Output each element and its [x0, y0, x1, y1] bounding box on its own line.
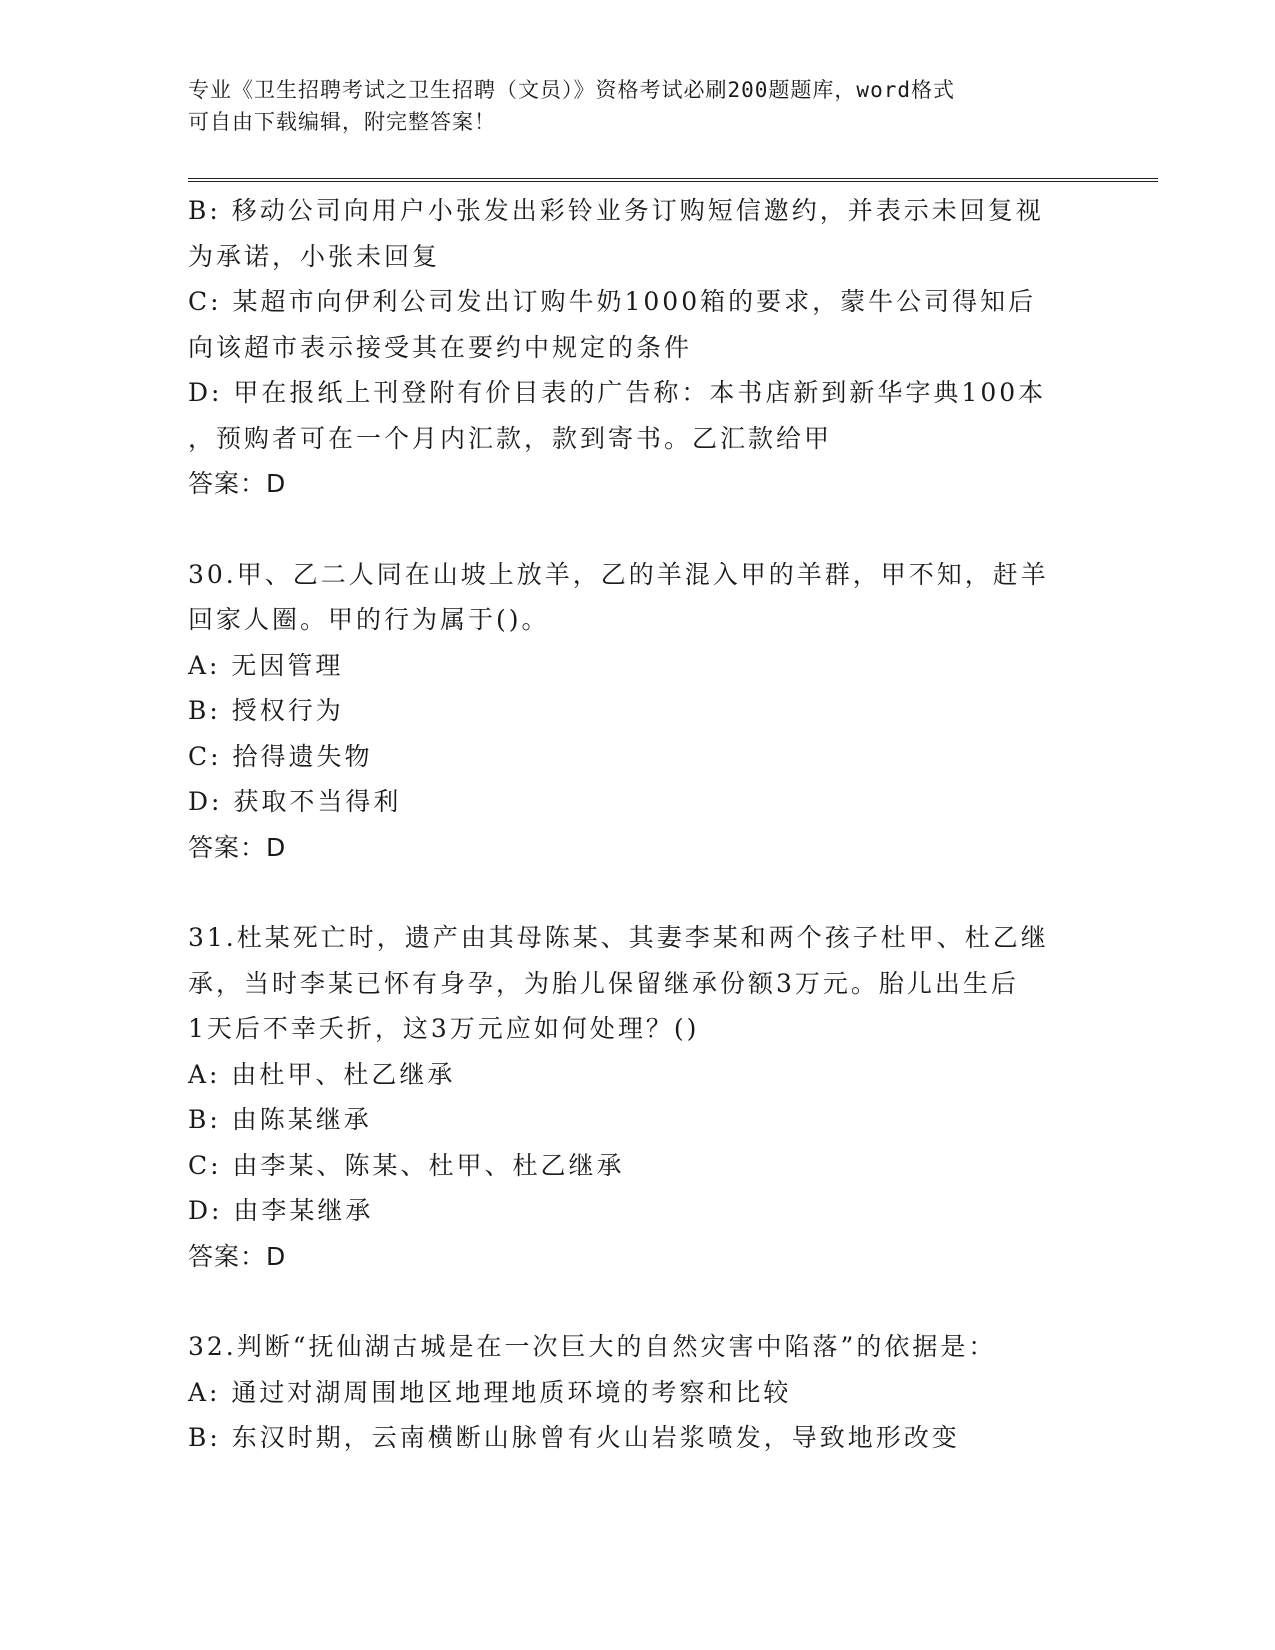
option-line: B: 移动公司向用户小张发出彩铃业务订购短信邀约，并表示未回复视 [188, 196, 1044, 225]
option-c: C: 拾得遗失物 [188, 741, 373, 771]
spacer [188, 870, 1088, 915]
spacer [188, 1279, 1088, 1324]
option-line: 向该超市表示接受其在要约中规定的条件 [188, 332, 693, 362]
option-a: A: 由杜甲、杜乙继承 [188, 1059, 456, 1089]
answer-label: 答案：D [188, 1241, 287, 1271]
document-header [188, 74, 1068, 138]
question-block-32 [188, 1324, 1088, 1461]
question-stem-line: 30.甲、乙二人同在山坡上放羊，乙的羊混入甲的羊群，甲不知，赶羊 [188, 559, 1049, 589]
question-block-31 [188, 915, 1088, 1279]
option-line: D: 甲在报纸上刊登附有价目表的广告称：本书店新到新华字典100本 [188, 378, 1047, 407]
option-line: C: 某超市向伊利公司发出订购牛奶1000箱的要求，蒙牛公司得知后 [188, 287, 1037, 316]
option-a: A: 通过对湖周围地区地理地质环境的考察和比较 [188, 1377, 792, 1407]
question-stem-line: 32.判断“抚仙湖古城是在一次巨大的自然灾害中陷落”的依据是： [188, 1332, 997, 1361]
header-divider [188, 178, 1158, 182]
option-line: 为承诺，小张未回复 [188, 241, 441, 271]
option-b: B: 由陈某继承 [188, 1105, 372, 1134]
option-d: D: 获取不当得利 [188, 787, 402, 816]
question-stem-line: 31.杜某死亡时，遗产由其母陈某、其妻李某和两个孩子杜甲、杜乙继 [188, 923, 1049, 952]
question-block-30 [188, 552, 1088, 871]
answer-label: 答案：D [188, 469, 287, 498]
spacer [188, 507, 1088, 552]
answer-label: 答案：D [188, 832, 287, 862]
question-content [188, 188, 1088, 1461]
question-stem-line: 回家人圈。甲的行为属于()。 [188, 605, 550, 634]
option-c: C: 由李某、陈某、杜甲、杜乙继承 [188, 1150, 625, 1180]
option-line: ，预购者可在一个月内汇款，款到寄书。乙汇款给甲 [188, 423, 833, 453]
question-stem-line: 1天后不幸夭折，这3万元应如何处理？() [188, 1014, 700, 1043]
option-b: B: 授权行为 [188, 696, 344, 725]
header-title-line-1: 专业《卫生招聘考试之卫生招聘（文员）》资格考试必刷200题题库，word格式 [188, 78, 955, 102]
option-a: A: 无因管理 [188, 650, 344, 680]
header-title-line-2: 可自由下载编辑，附完整答案！ [188, 110, 496, 134]
question-stem-line: 承，当时李某已怀有身孕，为胎儿保留继承份额3万元。胎儿出生后 [188, 968, 1019, 998]
option-d: D: 由李某继承 [188, 1196, 374, 1225]
question-block-29 [188, 188, 1088, 507]
option-b: B: 东汉时期，云南横断山脉曾有火山岩浆喷发，导致地形改变 [188, 1423, 960, 1452]
